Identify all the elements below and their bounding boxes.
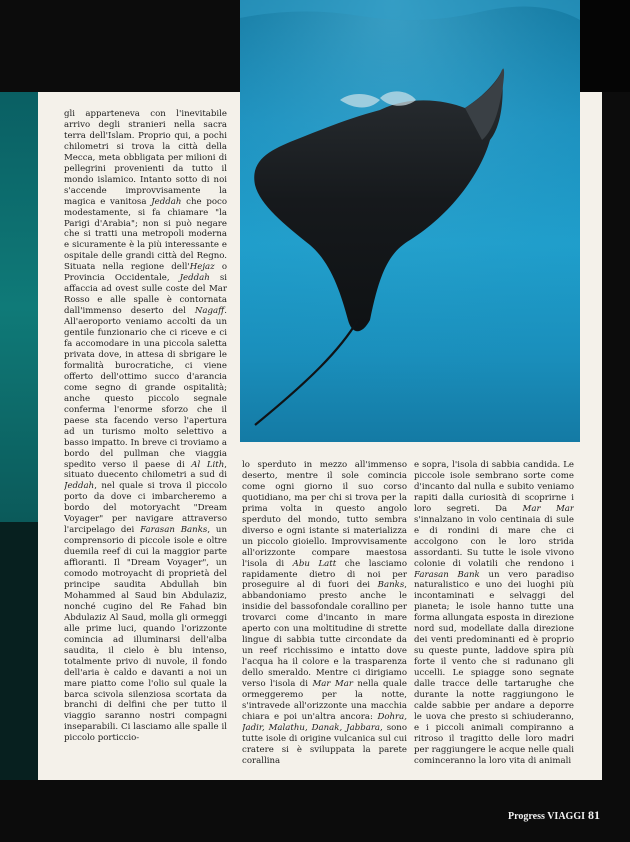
text-run: che poco modestamente, si fa chiamare "la Parigi d'Arabia"; non si può negare che si tratti una metropoli moderna e sicuramente è la più interessante e ospitale delle grandi città del Regno. Situata nella regione dell'	[64, 196, 227, 273]
text-run: , abbandoniamo presto anche le insidie del bassofondale corallino per trovarci come d'incanto in mare aperto con una moltitudine di strette lingue di sabbia tutte circondate da un reef ricchissimo e intatto dove l'acqua ha il colore e la trasparenza dello smeraldo. Mentre ci dirigiamo verso l'isola di	[242, 580, 407, 690]
text-run: o Provincia Occidentale,	[64, 262, 227, 284]
article-paragraph	[414, 460, 574, 767]
text-run: , nel quale si trova il piccolo porto da dove ci imbarcheremo a bordo del motoryacht "Dream Voyager" per navigare attraverso l'arcipelago dei	[64, 481, 227, 536]
article-paragraph	[242, 460, 407, 767]
top-right-block	[580, 0, 630, 92]
text-run: , un comprensorio di piccole isole e oltre duemila reef di cui la maggior parte affioranti. Il "Dream Voyager", un comodo motroyacht di proprietà del principe saudita Abdullah bin Mohammed al Saud bin Abdulaziz, nonché cugino del Re Fahad bin Abdulaziz Al Saud, molla gli ormeggi alle prime luci, quando l'orizzonte comincia ad illuminarsi dell'alba saudita, il cielo è blu intenso, totalmente privo di nuvole, il fondo dell'aria è caldo e davanti a noi un mare piatto come l'olio sul quale la barca scivola silenziosa scortata da branchi di delfini che per tutto il viaggio saranno nostri compagni inseparabili. Ci lasciamo alle spalle il piccolo porticcio-	[64, 525, 227, 744]
italic-run: Jeddah	[151, 196, 182, 207]
text-run: che lasciamo rapidamente dietro di noi per proseguire al di fuori dei	[242, 558, 407, 591]
text-run: . All'aeroporto veniamo accolti da un gentile funzionario che ci riceve e ci fa accomodare in una piccola saletta privata dove, in attesa di sbrigare le formalità burocratiche, ci viene offerto dell'ottimo succo d'arancia come segno di grande ospitalità; anche questo piccolo segnale conferma l'enorme sforzo che il paese sta facendo verso l'apertura ad un turismo molto selettivo a basso impatto. In breve ci troviamo a bordo del pullman che viaggia spedito verso il paese di	[64, 306, 227, 470]
italic-run: Farasan Banks	[140, 525, 208, 536]
italic-run: Farasan Bank	[414, 569, 480, 580]
italic-run: Abu Latt	[292, 558, 337, 569]
dark-side-stripe	[0, 522, 38, 780]
article-column-1	[64, 109, 227, 777]
italic-run: Banks	[377, 580, 405, 591]
text-run: gli apparteneva con l'inevitabile arrivo degli stranieri nella sacra terra dell'Islam. Proprio qui, a pochi chilometri si trova la città della Mecca, meta obbligata per milioni di pellegrini provenienti da tutto il mondo islamico. Intanto sotto di noi s'accende improvvisamente la magica e vanitosa	[64, 109, 227, 207]
article-column-3	[414, 460, 574, 776]
italic-run: Jeddah	[64, 481, 95, 492]
teal-side-stripe	[0, 92, 38, 522]
italic-run: Nagaff	[194, 306, 225, 317]
text-run: si affaccia ad ovest sulle coste del Mar Rosso e alle spalle è contornata dall'immenso deserto del	[64, 273, 227, 317]
text-run: lo sperduto in mezzo all'immenso deserto, mentre il sole comincia come ogni giorno il suo corso quotidiano, ma per chi si trova per la prima volta in questo angolo sperduto del mondo, tutto sembra diverso e ogni istante si materializza un piccolo gioiello. Improvvisamente all'orizzonte compare maestosa l'isola di	[242, 460, 407, 569]
page-number: 81	[588, 808, 600, 822]
italic-run: Al Lith	[191, 459, 225, 470]
page-folio	[508, 808, 600, 823]
italic-run: Jeddah	[179, 273, 210, 284]
text-run: s'innalzano in volo centinaia di sule e di rondini di mare che ci accolgono con le loro strida assordanti. Su tutte le isole vivono colonie di volatili che rendono i	[414, 514, 574, 569]
article-paragraph	[64, 109, 227, 744]
text-run: un vero paradiso naturalistico e uno dei luoghi più incontaminati e selvaggi del pianeta; le isole hanno tutte una forma allungata esposta in direzione nord sud, modellate dalla direzione dei venti predominanti ed è proprio su queste punte, laddove spira più forte il vento che si radunano gli uccelli. Le spiagge sono segnate dalle tracce delle tartarughe che durante la notte raggiungono le calde sabbie per andare a deporre le uova che presto si schiuderanno, e i piccoli animali compiranno a ritroso il tragitto delle loro madri per raggiungere le acque nelle quali cominceranno la loro vita di animali	[414, 569, 574, 766]
italic-run: Dohra, Jadir, Malathu, Danak, Jabbara	[242, 711, 407, 733]
text-run: , sono tutte isole di origine vulcanica sul cui cratere si è sviluppata la parete corallina	[242, 722, 407, 766]
italic-run: Mar Mar	[312, 679, 353, 690]
manta-ray-photo	[240, 0, 580, 442]
text-run: , situato duecento chilometri a sud di	[64, 459, 227, 481]
italic-run: Hejaz	[189, 262, 215, 273]
magazine-name: Progress VIAGGI	[508, 811, 585, 822]
article-column-2	[242, 460, 407, 776]
text-run: nella quale ormeggeremo per la notte, s'intravede all'orizzonte una macchia chiara e poi un'altra ancora:	[242, 679, 407, 722]
text-run: e sopra, l'isola di sabbia candida. Le piccole isole sembrano sorte come d'incanto dal nulla e subito veniamo rapiti dalla curiosità di scoprirne i loro segreti. Da	[414, 460, 574, 514]
manta-ray-illustration	[240, 0, 580, 442]
italic-run: Mar Mar	[522, 503, 574, 514]
